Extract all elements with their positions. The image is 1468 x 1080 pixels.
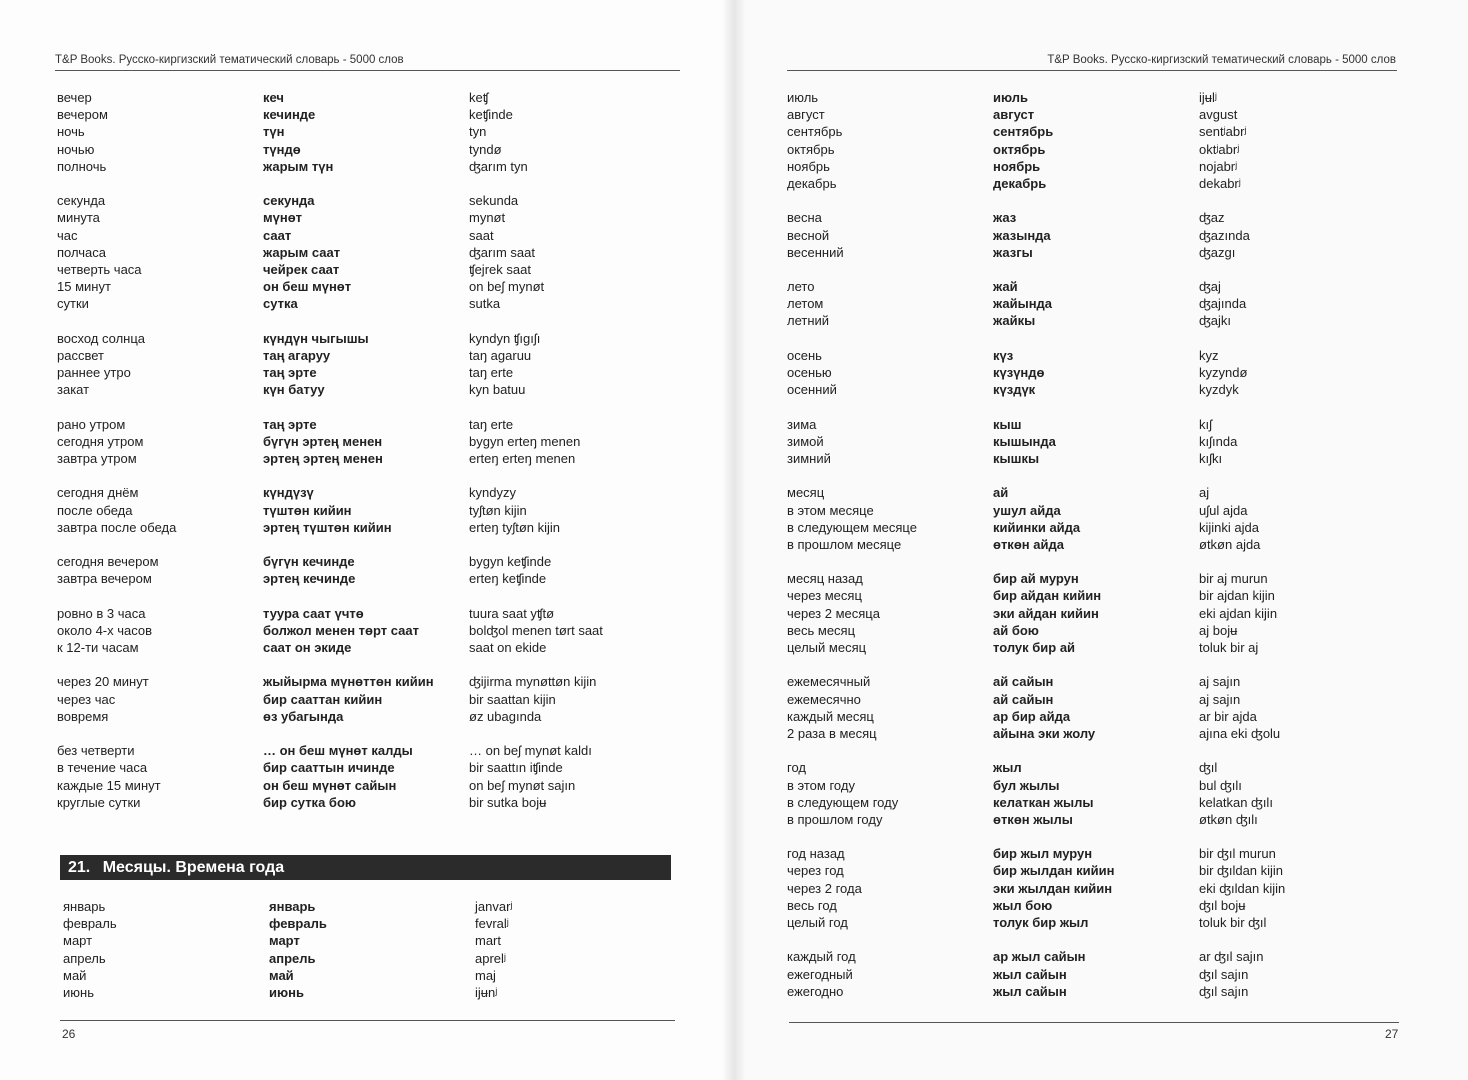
transcription: bul ʤılı [1199, 777, 1242, 793]
kyrgyz-term: өз убагында [263, 708, 344, 724]
transcription: tyndø [469, 141, 502, 157]
russian-term: август [787, 107, 825, 123]
russian-term: декабрь [787, 175, 837, 191]
russian-term: апрель [63, 950, 106, 966]
transcription: kelatkan ʤılı [1199, 794, 1273, 810]
transcription: kıʃ [1199, 416, 1212, 432]
transcription: bir ʤıl murun [1199, 846, 1276, 862]
kyrgyz-term: апрель [269, 950, 316, 966]
transcription: kıʃkı [1199, 450, 1223, 466]
russian-term: весна [787, 210, 822, 226]
transcription: ʤarım saat [469, 244, 535, 260]
transcription: ar bir ajda [1199, 708, 1257, 724]
kyrgyz-term: он беш мүнөт [263, 279, 352, 295]
transcription: kyndyn ʧıgıʃı [469, 330, 541, 346]
kyrgyz-term: сутка [263, 296, 298, 312]
transcription: ajına eki ʤolu [1199, 725, 1281, 741]
transcription: øz ubagında [469, 708, 542, 724]
kyrgyz-term: жыйырма мүнөттөн кийин [263, 674, 434, 690]
russian-term: июль [787, 90, 819, 105]
russian-term: март [63, 933, 93, 949]
transcription: ʤıl sajın [1199, 966, 1249, 982]
russian-term: октябрь [787, 141, 835, 157]
transcription: … on beʃ mynøt kaldı [469, 743, 592, 759]
russian-term: восход солнца [57, 330, 146, 346]
kyrgyz-term: таң агаруу [263, 347, 331, 363]
kyrgyz-term: таң эрте [263, 416, 317, 432]
footer-rule [789, 1022, 1399, 1023]
russian-term: ноябрь [787, 158, 830, 174]
kyrgyz-term: күз [993, 347, 1014, 363]
transcription: aprelʲ [475, 950, 506, 966]
transcription: janvarʲ [475, 899, 513, 914]
kyrgyz-term: ай [993, 485, 1009, 501]
transcription: bir ʤıldan kijin [1199, 863, 1284, 879]
kyrgyz-term: бүгүн кечинде [263, 554, 355, 570]
russian-term: в этом месяце [787, 502, 874, 518]
kyrgyz-term: күндүзү [263, 485, 314, 501]
transcription: ʤarım tyn [469, 158, 528, 174]
kyrgyz-term: күзүндө [993, 365, 1045, 380]
transcription: taŋ erte [469, 365, 514, 380]
kyrgyz-term: кышкы [993, 450, 1040, 466]
kyrgyz-term: толук бир жыл [993, 915, 1089, 930]
russian-term: сегодня утром [57, 433, 144, 449]
section-title: Месяцы. Времена года [102, 859, 285, 876]
russian-term: июнь [63, 984, 94, 1000]
transcription: erteŋ erteŋ menen [469, 450, 576, 466]
russian-term: завтра вечером [57, 571, 152, 587]
russian-term: полчаса [57, 244, 107, 260]
kyrgyz-term: ай сайын [993, 691, 1054, 707]
russian-term: год назад [787, 846, 845, 862]
transcription: tyn [469, 124, 487, 140]
kyrgyz-term: ноябрь [993, 158, 1041, 174]
russian-term: ежемесячно [787, 691, 861, 707]
kyrgyz-term: бул жылы [993, 777, 1060, 793]
russian-term: ежемесячный [787, 674, 871, 690]
russian-term: через 2 месяца [787, 605, 880, 621]
transcription: ʧejrek saat [469, 261, 531, 277]
russian-term: ночью [57, 141, 95, 157]
kyrgyz-term: болжол менен төрт саат [263, 622, 419, 638]
transcription: on beʃ mynøt [469, 279, 545, 295]
russian-term: через месяц [787, 588, 862, 604]
russian-term: летом [787, 296, 824, 312]
transcription: tyʃtøn kijin [469, 502, 527, 518]
transcription: erteŋ keʧinde [469, 571, 547, 587]
kyrgyz-term: жаз [993, 210, 1017, 226]
kyrgyz-term: айына эки жолу [993, 725, 1096, 741]
running-header: T&P Books. Русско-киргизский тематический словарь - 5000 слов [55, 54, 404, 66]
transcription: saat on ekide [469, 640, 547, 655]
transcription: eki ʤıldan kijin [1199, 880, 1286, 896]
transcription: dekabrʲ [1199, 175, 1241, 191]
kyrgyz-term: кечинде [263, 107, 316, 123]
russian-term: без четверти [57, 743, 135, 759]
kyrgyz-term: жай [993, 279, 1018, 295]
transcription: mart [475, 933, 501, 949]
kyrgyz-term: эки жылдан кийин [993, 880, 1113, 896]
kyrgyz-term: ушул айда [993, 502, 1061, 518]
kyrgyz-term: ар бир айда [993, 708, 1071, 724]
kyrgyz-term: бир сааттан кийин [263, 691, 383, 707]
transcription: ʤıl sajın [1199, 983, 1249, 999]
kyrgyz-term: саат [263, 227, 292, 243]
kyrgyz-term: толук бир ай [993, 640, 1076, 655]
transcription: kyz [1199, 347, 1219, 363]
kyrgyz-term: түн [263, 124, 285, 140]
kyrgyz-term: саат он экиде [263, 640, 352, 655]
transcription: kyzdyk [1199, 382, 1239, 398]
kyrgyz-term: кеч [263, 90, 284, 105]
section-number: 21. [68, 859, 91, 876]
russian-term: через год [787, 863, 844, 879]
russian-term: в прошлом месяце [787, 536, 902, 552]
russian-term: через час [57, 691, 116, 707]
kyrgyz-term: ай сайын [993, 674, 1054, 690]
russian-term: круглые сутки [57, 794, 141, 810]
transcription: ʤaz [1199, 210, 1225, 226]
russian-term: ежегодный [787, 966, 853, 982]
kyrgyz-term: бир сутка бою [263, 794, 356, 810]
kyrgyz-term: кийинки айда [993, 519, 1081, 535]
kyrgyz-term: январь [269, 899, 316, 914]
transcription: keʧ [469, 90, 489, 105]
transcription: ʤijirma mynøttøn kijin [469, 674, 597, 690]
russian-term: сегодня вечером [57, 554, 159, 570]
section-heading [60, 855, 671, 880]
russian-term: через 2 года [787, 880, 862, 896]
russian-term: минута [57, 210, 100, 226]
transcription: aj bojʉ [1199, 622, 1238, 638]
russian-term: каждый месяц [787, 708, 874, 724]
transcription: on beʃ mynøt sajın [469, 777, 576, 793]
russian-term: вечером [57, 107, 108, 123]
russian-term: в следующем году [787, 794, 899, 810]
kyrgyz-term: февраль [269, 916, 327, 932]
page-number: 26 [62, 1027, 76, 1041]
russian-term: раннее утро [57, 365, 131, 380]
russian-term: рассвет [57, 347, 104, 363]
kyrgyz-term: күндүн чыгышы [263, 330, 369, 346]
russian-term: через 20 минут [57, 674, 149, 690]
russian-term: зимний [787, 450, 831, 466]
transcription: avgust [1199, 107, 1238, 123]
kyrgyz-term: бир ай мурун [993, 571, 1079, 587]
russian-term: осень [787, 347, 822, 363]
transcription: ʤazında [1199, 227, 1250, 243]
transcription: toluk bir ʤıl [1199, 915, 1267, 930]
kyrgyz-term: бир айдан кийин [993, 588, 1102, 604]
kyrgyz-term: эки айдан кийин [993, 605, 1099, 621]
kyrgyz-term: жарым саат [263, 244, 341, 260]
russian-term: час [57, 227, 78, 243]
kyrgyz-term: чейрек саат [263, 261, 340, 277]
right-page [734, 0, 1468, 1080]
transcription: kijinki ajda [1199, 519, 1259, 535]
russian-term: 2 раза в месяц [787, 725, 877, 741]
kyrgyz-term: жыл сайын [993, 983, 1067, 999]
kyrgyz-term: август [993, 107, 1035, 123]
russian-term: каждый год [787, 949, 856, 965]
russian-term: в этом году [787, 777, 855, 793]
kyrgyz-term: бир жыл мурун [993, 846, 1093, 862]
transcription: ʤıl [1199, 760, 1218, 776]
transcription: sekunda [469, 193, 519, 209]
kyrgyz-term: он беш мүнөт сайын [263, 777, 397, 793]
russian-term: зима [787, 416, 817, 432]
transcription: ar ʤıl sajın [1199, 949, 1264, 965]
russian-term: четверть часа [57, 261, 142, 277]
transcription: ʤaj [1199, 279, 1221, 295]
russian-term: в следующем месяце [787, 519, 917, 535]
running-header: T&P Books. Русско-киргизский тематический словарь - 5000 слов [1047, 54, 1396, 66]
transcription: keʧinde [469, 107, 513, 123]
transcription: bir aj murun [1199, 571, 1268, 587]
russian-term: закат [57, 382, 90, 398]
transcription: toluk bir aj [1199, 640, 1259, 655]
kyrgyz-term: жарым түн [263, 158, 334, 174]
russian-term: завтра утром [57, 450, 137, 466]
kyrgyz-term: ар жыл сайын [993, 949, 1086, 965]
russian-term: май [63, 967, 87, 983]
transcription: øtkøn ajda [1199, 536, 1261, 552]
kyrgyz-term: бир сааттын ичинде [263, 760, 395, 776]
transcription: kıʃında [1199, 433, 1238, 449]
transcription: erteŋ tyʃtøn kijin [469, 519, 561, 535]
kyrgyz-term: эртең түштөн кийин [263, 519, 392, 535]
russian-term: вовремя [57, 708, 109, 724]
transcription: aj [1199, 485, 1210, 501]
kyrgyz-term: ай бою [993, 622, 1039, 638]
russian-term: полночь [57, 158, 107, 174]
kyrgyz-term: кыш [993, 416, 1022, 432]
russian-term: ночь [57, 124, 85, 140]
russian-term: сутки [57, 296, 89, 312]
kyrgyz-term: бир жылдан кийин [993, 863, 1115, 879]
transcription: bir saattan kijin [469, 691, 556, 707]
russian-term: рано утром [57, 416, 126, 432]
kyrgyz-term: келаткан жылы [993, 794, 1094, 810]
transcription: ʤajkı [1199, 313, 1232, 329]
kyrgyz-term: сентябрь [993, 124, 1054, 140]
russian-term: в прошлом году [787, 811, 883, 827]
header-rule [787, 70, 1397, 71]
transcription: ijʉnʲ [475, 984, 498, 1000]
russian-term: целый год [787, 915, 848, 930]
kyrgyz-term: эртең кечинде [263, 571, 356, 587]
transcription: ʤajında [1199, 296, 1247, 312]
russian-term: год [787, 760, 806, 776]
transcription: bygyn erteŋ menen [469, 433, 581, 449]
russian-term: вечер [57, 90, 92, 105]
kyrgyz-term: жайкы [993, 313, 1036, 329]
transcription: bir ajdan kijin [1199, 588, 1275, 604]
russian-term: летний [787, 313, 830, 329]
russian-term: к 12-ти часам [57, 640, 139, 655]
russian-term: после обеда [57, 502, 133, 518]
transcription: taŋ erte [469, 416, 514, 432]
transcription: uʃul ajda [1199, 502, 1248, 518]
russian-term: в течение часа [57, 760, 148, 776]
kyrgyz-term: жазгы [993, 244, 1033, 260]
russian-term: сегодня днём [57, 485, 139, 501]
russian-term: ежегодно [787, 983, 844, 999]
transcription: eki ajdan kijin [1199, 605, 1278, 621]
kyrgyz-term: жазында [993, 227, 1051, 243]
transcription: ʤıl bojʉ [1199, 897, 1246, 913]
footer-rule [60, 1020, 675, 1021]
kyrgyz-term: жайында [993, 296, 1053, 312]
russian-term: ровно в 3 часа [57, 605, 146, 621]
kyrgyz-term: күн батуу [263, 382, 325, 398]
kyrgyz-term: … он беш мүнөт калды [263, 743, 413, 759]
transcription: ijʉlʲ [1199, 90, 1217, 105]
transcription: øtkøn ʤılı [1199, 811, 1258, 827]
transcription: mynøt [469, 210, 506, 226]
kyrgyz-term: туура саат үчтө [263, 605, 364, 621]
kyrgyz-term: күздүк [993, 382, 1036, 398]
transcription: kyzyndø [1199, 365, 1248, 380]
russian-term: весь год [787, 897, 837, 913]
transcription: fevralʲ [475, 916, 509, 932]
russian-term: лето [787, 279, 815, 295]
russian-term: целый месяц [787, 640, 867, 655]
russian-term: осенний [787, 382, 837, 398]
russian-term: осенью [787, 365, 832, 380]
kyrgyz-term: июль [993, 90, 1029, 105]
transcription: maj [475, 967, 496, 983]
transcription: bir saattın iʧinde [469, 760, 563, 776]
russian-term: каждые 15 минут [57, 777, 161, 793]
transcription: taŋ agaruu [469, 347, 532, 363]
russian-term: зимой [787, 433, 824, 449]
kyrgyz-term: эртең эртең менен [263, 450, 383, 466]
kyrgyz-term: июнь [269, 984, 304, 1000]
transcription: oktʲabrʲ [1199, 141, 1240, 157]
russian-term: месяц назад [787, 571, 863, 587]
russian-term: февраль [63, 916, 117, 932]
kyrgyz-term: түндө [263, 141, 301, 157]
russian-term: 15 минут [57, 279, 111, 295]
kyrgyz-term: кышында [993, 433, 1056, 449]
transcription: bolʤol menen tørt saat [469, 622, 603, 638]
transcription: tuura saat yʧtø [469, 605, 555, 621]
transcription: saat [469, 227, 494, 243]
book-gutter [722, 0, 746, 1080]
russian-term: около 4-х часов [57, 622, 153, 638]
transcription: sutka [469, 296, 501, 312]
kyrgyz-term: жыл сайын [993, 966, 1067, 982]
kyrgyz-term: бүгүн эртең менен [263, 433, 383, 449]
kyrgyz-term: октябрь [993, 141, 1046, 157]
transcription: aj sajın [1199, 674, 1241, 690]
transcription: sentʲabrʲ [1199, 124, 1247, 140]
kyrgyz-term: секунда [263, 193, 315, 209]
transcription: bir sutka bojʉ [469, 794, 547, 810]
kyrgyz-term: май [269, 967, 294, 983]
kyrgyz-term: өткөн жылы [993, 811, 1073, 827]
page-number: 27 [1385, 1027, 1399, 1041]
kyrgyz-term: таң эрте [263, 365, 317, 380]
transcription: aj sajın [1199, 691, 1241, 707]
transcription: nojabrʲ [1199, 158, 1238, 174]
kyrgyz-term: мүнөт [263, 210, 303, 226]
header-rule [55, 70, 680, 71]
transcription: ʤazgı [1199, 244, 1236, 260]
kyrgyz-term: март [269, 933, 300, 949]
russian-term: месяц [787, 485, 825, 501]
kyrgyz-term: өткөн айда [993, 536, 1064, 552]
russian-term: завтра после обеда [57, 519, 177, 535]
russian-term: весенний [787, 244, 844, 260]
transcription: kyn batuu [469, 382, 526, 398]
russian-term: секунда [57, 193, 106, 209]
kyrgyz-term: жыл [993, 760, 1022, 776]
kyrgyz-term: жыл бою [993, 897, 1053, 913]
russian-term: весной [787, 227, 830, 243]
kyrgyz-term: түштөн кийин [263, 502, 352, 518]
kyrgyz-term: декабрь [993, 175, 1047, 191]
transcription: kyndyzy [469, 485, 516, 501]
transcription: bygyn keʧinde [469, 554, 552, 570]
russian-term: январь [63, 899, 106, 914]
russian-term: сентябрь [787, 124, 843, 140]
russian-term: весь месяц [787, 622, 856, 638]
